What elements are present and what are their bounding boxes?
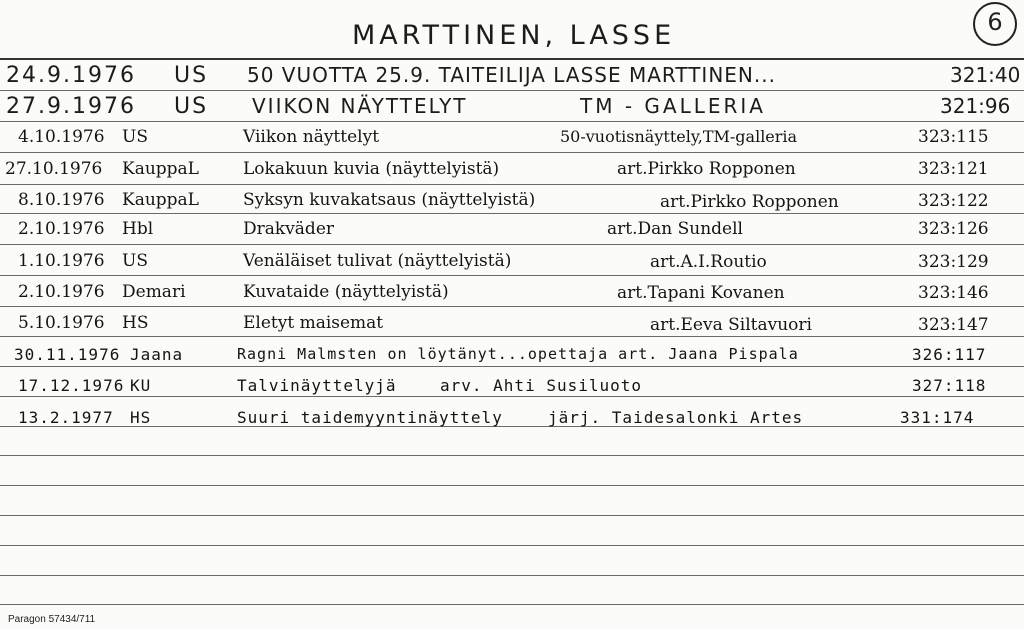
entry-ref: 331:174 [900,408,975,427]
entry-title: Lokakuun kuvia (näyttelyistä) [243,159,500,179]
entry-note: art.Eeva Siltavuori [650,315,812,335]
entry-title: Syksyn kuvakatsaus (näyttelyistä) [243,190,536,210]
entry-source: Demari [122,282,186,302]
entry-date: 13.2.1977 [18,408,114,427]
card-footer: Paragon 57434/711 [8,614,96,625]
entry-title: Talvinäyttelyjä [237,376,397,395]
entry-ref: 323:126 [918,219,989,239]
entry-title: Suuri taidemyyntinäyttely [237,408,503,427]
entry-date: 8.10.1976 [18,190,105,210]
entry-source: KauppaL [122,190,199,210]
entry-ref: 323:122 [918,191,989,211]
rule-line [0,152,1024,153]
entry-source: Hbl [122,219,154,239]
card-number: 6 [987,8,1003,36]
rule-line [0,306,1024,307]
rule-line [0,366,1024,367]
entry-source: HS [130,408,152,427]
rule-line [0,58,1024,60]
entry-title: Eletyt maisemat [243,313,384,333]
hw-date: 27.9.1976 [6,94,136,119]
hw-date: 24.9.1976 [6,63,136,88]
rule-line [0,485,1024,486]
hw-ref: 321:40 [950,63,1021,87]
entry-ref: 323:121 [918,159,989,179]
rule-line [0,604,1024,605]
entry-date: 27.10.1976 [5,159,103,179]
entry-note: art.A.I.Routio [650,252,767,272]
entry-title: Drakväder [243,219,335,239]
entry-title: Kuvataide (näyttelyistä) [243,282,449,302]
rule-line [0,244,1024,245]
entry-source: HS [122,313,149,333]
entry-source: US [122,251,148,271]
entry-date: 1.10.1976 [18,251,105,271]
entry-note: järj. Taidesalonki Artes [548,408,804,427]
hw-source: US [174,94,209,119]
entry-source: KU [130,376,152,395]
rule-line [0,336,1024,337]
card-title: MARTTINEN, LASSE [352,20,676,51]
entry-source: Jaana [130,345,184,364]
entry-date: 5.10.1976 [18,313,105,333]
entry-date: 2.10.1976 [18,219,105,239]
entry-note: 50-vuotisnäyttely,TM-galleria [560,127,798,146]
hw-ref: 321:96 [940,94,1011,118]
rule-line [0,275,1024,276]
hw-source: US [174,63,209,88]
entry-note: art.Pirkko Ropponen [617,159,796,179]
entry-source: US [122,127,148,147]
entry-note: art.Tapani Kovanen [617,283,785,303]
entry-ref: 323:147 [918,315,989,335]
entry-ref: 327:118 [912,376,987,395]
entry-title: Viikon näyttelyt [243,127,380,147]
entry-ref: 323:146 [918,283,989,303]
rule-line [0,545,1024,546]
entry-date: 17.12.1976 [18,376,125,395]
hw-title: VIIKON NÄYTTELYT [252,94,468,118]
rule-line [0,90,1024,91]
entry-date: 2.10.1976 [18,282,105,302]
rule-line [0,213,1024,214]
entry-note: art.Dan Sundell [607,219,743,239]
entry-ref: 323:115 [918,127,989,147]
card-number-circle [973,2,1017,46]
rule-line [0,455,1024,456]
rule-line [0,515,1024,516]
rule-line [0,396,1024,397]
entry-note: arv. Ahti Susiluoto [440,376,643,395]
entry-title: Venäläiset tulivat (näyttelyistä) [243,251,512,271]
rule-line [0,184,1024,185]
rule-line [0,121,1024,122]
entry-title: Ragni Malmsten on löytänyt...opettaja art. Jaana Pispala [237,345,799,363]
entry-note: art.Pirkko Ropponen [660,192,839,212]
entry-source: KauppaL [122,159,199,179]
entry-date: 30.11.1976 [14,345,121,364]
entry-ref: 323:129 [918,252,989,272]
entry-ref: 326:117 [912,345,987,364]
hw-title: 50 VUOTTA 25.9. TAITEILIJA LASSE MARTTINEN... [247,63,776,87]
entry-date: 4.10.1976 [18,127,105,147]
hw-note: TM - GALLERIA [580,94,766,118]
rule-line [0,426,1024,427]
rule-line [0,575,1024,576]
